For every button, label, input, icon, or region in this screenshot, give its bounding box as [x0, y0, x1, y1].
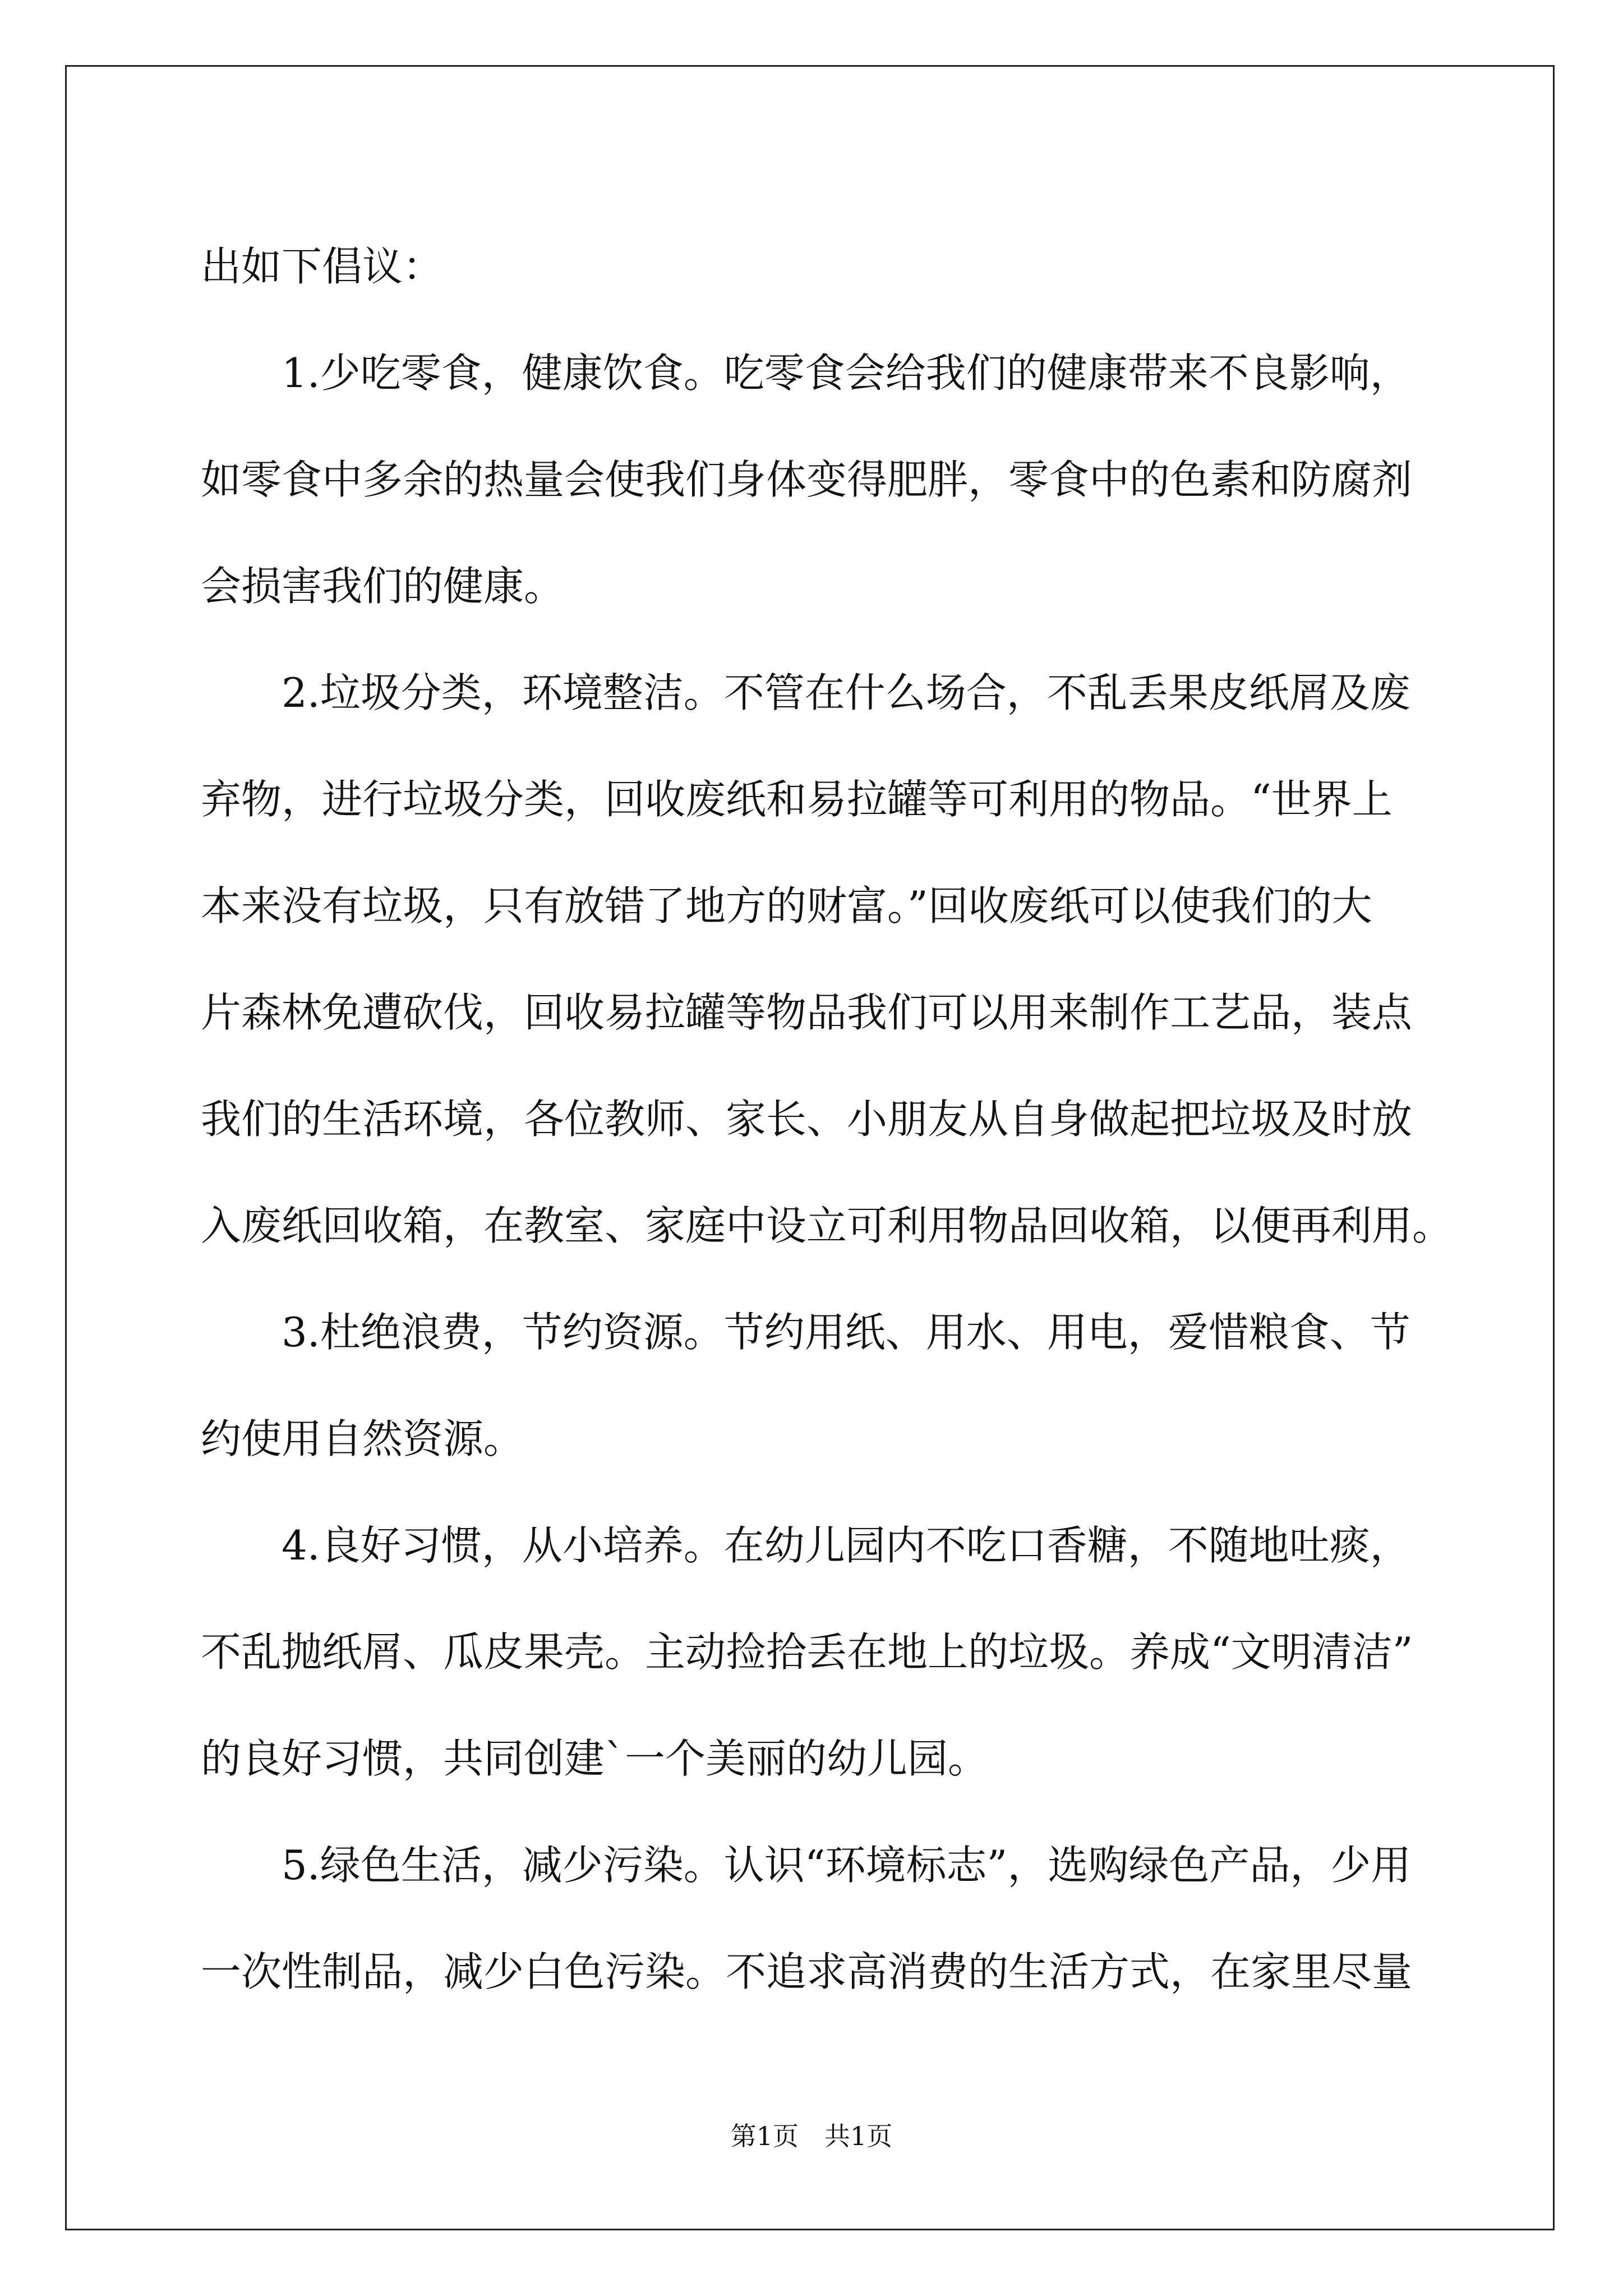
text-line: 会损害我们的健康。	[201, 563, 565, 610]
text-line: 入废纸回收箱，在教室、家庭中设立可利用物品回收箱，以便再利用。	[201, 1202, 1453, 1249]
page-footer	[0, 2119, 1623, 2153]
text-line: 1.少吃零食，健康饮食。吃零食会给我们的健康带来不良影响，	[282, 349, 1410, 397]
text-line: 弃物，进行垃圾分类，回收废纸和易拉罐等可利用的物品。“世界上	[201, 776, 1393, 823]
text-line: 的良好习惯，共同创建`一个美丽的幼儿园。	[201, 1735, 989, 1782]
text-line: 约使用自然资源。	[201, 1415, 524, 1462]
document-body	[201, 213, 1453, 2025]
text-line: 我们的生活环境，各位教师、家长、小朋友从自身做起把垃圾及时放	[201, 1096, 1413, 1143]
text-line: 片森林免遭砍伐，回收易拉罐等物品我们可以用来制作工艺品，装点	[201, 989, 1413, 1036]
text-line: 4.良好习惯，从小培养。在幼儿园内不吃口香糖，不随地吐痰，	[282, 1522, 1410, 1569]
page-number: 第1页	[730, 2121, 799, 2151]
text-line: 不乱抛纸屑、瓜皮果壳。主动捡拾丢在地上的垃圾。养成“文明清洁”	[201, 1628, 1413, 1676]
text-line: 3.杜绝浪费，节约资源。节约用纸、用水、用电，爱惜粮食、节	[282, 1309, 1410, 1356]
text-line: 5.绿色生活，减少污染。认识“环境标志”，选购绿色产品，少用	[282, 1842, 1412, 1889]
text-line: 如零食中多余的热量会使我们身体变得肥胖，零食中的色素和防腐剂	[201, 456, 1413, 503]
text-line: 本来没有垃圾，只有放错了地方的财富。”回收废纸可以使我们的大	[201, 882, 1372, 930]
page-total: 共1页	[824, 2121, 893, 2151]
text-line: 2.垃圾分类，环境整洁。不管在什么场合，不乱丢果皮纸屑及废	[282, 669, 1410, 716]
text-line: 出如下倡议：	[201, 243, 444, 290]
text-line: 一次性制品，减少白色污染。不追求高消费的生活方式，在家里尽量	[201, 1948, 1413, 1995]
